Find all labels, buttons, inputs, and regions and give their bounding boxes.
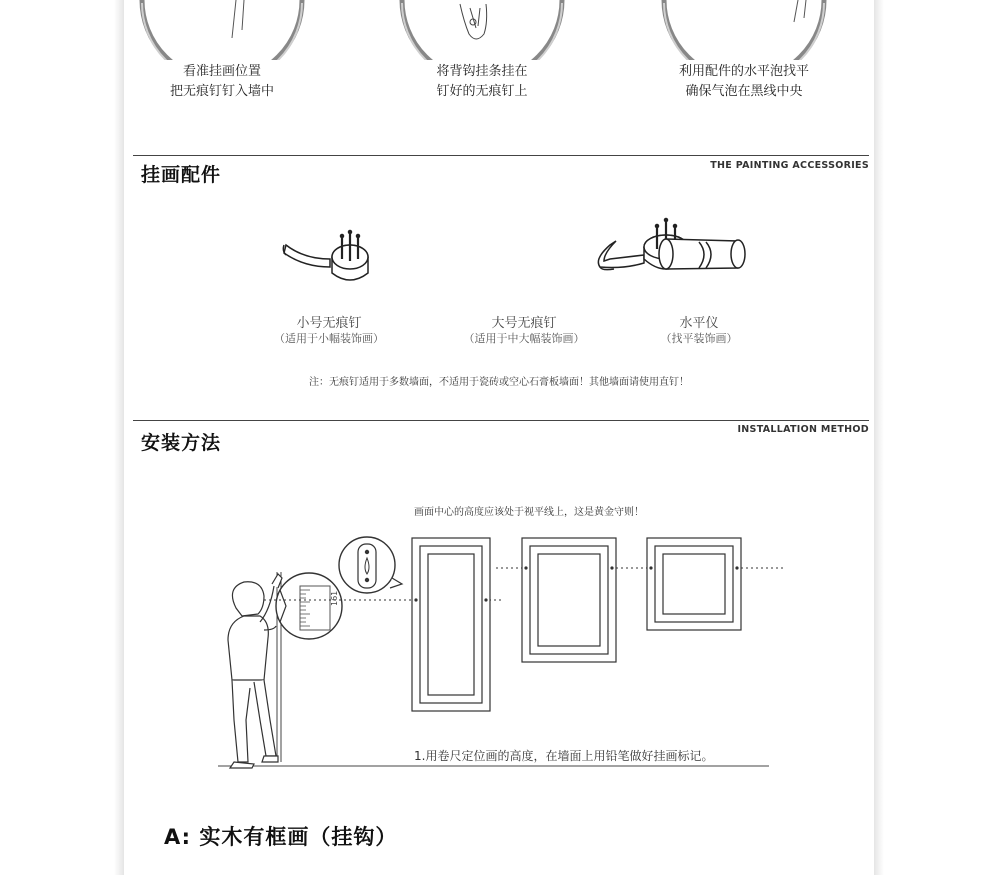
step-1-line-2: 把无痕钉钉入墙中 bbox=[169, 84, 274, 99]
accessories-note: 注：无痕钉适用于多数墙面，不适用于瓷砖或空心石膏板墙面！其他墙面请使用直钉！ bbox=[309, 377, 689, 388]
step-1-line-1: 看准挂画位置 bbox=[182, 64, 261, 79]
page-shadow-left bbox=[114, 0, 124, 875]
small-nail-icon bbox=[283, 231, 368, 281]
frame-small bbox=[647, 538, 741, 630]
step-1-instruction: 1.用卷尺定位画的高度，在墙面上用铅笔做好挂画标记。 bbox=[414, 749, 714, 763]
installation-title-en: INSTALLATION METHOD bbox=[737, 424, 869, 435]
accessories-title: 挂画配件 bbox=[141, 164, 222, 186]
step-3-line-1: 利用配件的水平泡找平 bbox=[678, 64, 809, 79]
installation-title: 安装方法 bbox=[141, 432, 222, 454]
installation-divider bbox=[133, 420, 869, 421]
ruler-magnifier bbox=[276, 573, 342, 639]
subsection-title: A: 实木有框画（挂钩） bbox=[164, 825, 398, 849]
spirit-level-name: 水平仪 bbox=[679, 316, 719, 331]
step-2-caption bbox=[402, 62, 562, 102]
person-illustration bbox=[228, 574, 282, 768]
step-2-line-1: 将背钩挂条挂在 bbox=[436, 64, 528, 79]
step-illustrations bbox=[124, 0, 874, 60]
golden-rule-text: 画面中心的高度应该处于视平线上，这是黄金守则！ bbox=[414, 507, 644, 518]
step-1-caption bbox=[142, 62, 302, 102]
accessories-divider bbox=[133, 155, 869, 156]
small-nail-note: （适用于小幅装饰画） bbox=[274, 332, 384, 345]
spirit-level-note: （找平装饰画） bbox=[660, 332, 738, 345]
hook-magnifier bbox=[339, 537, 402, 593]
large-nail-note: （适用于中大幅装饰画） bbox=[463, 332, 585, 345]
ruler-magnifier-label: 161 bbox=[330, 590, 339, 606]
step-3-line-2: 确保气泡在黑线中央 bbox=[685, 84, 803, 99]
page-shadow-right bbox=[874, 0, 884, 875]
spirit-level-icon bbox=[654, 230, 754, 280]
frame-tall bbox=[412, 538, 490, 711]
step-3-caption bbox=[644, 62, 844, 102]
large-nail-name: 大号无痕钉 bbox=[491, 316, 557, 331]
frame-medium bbox=[522, 538, 616, 662]
product-detail-page bbox=[124, 0, 874, 875]
small-nail-name: 小号无痕钉 bbox=[296, 316, 362, 331]
installation-diagram bbox=[204, 530, 804, 775]
step-1-circle-illustration bbox=[142, 0, 302, 60]
accessories-title-en: THE PAINTING ACCESSORIES bbox=[710, 160, 869, 171]
step-3-circle-illustration bbox=[664, 0, 824, 60]
step-2-circle-illustration bbox=[402, 0, 562, 60]
step-2-line-2: 钉好的无痕钉上 bbox=[436, 84, 528, 99]
